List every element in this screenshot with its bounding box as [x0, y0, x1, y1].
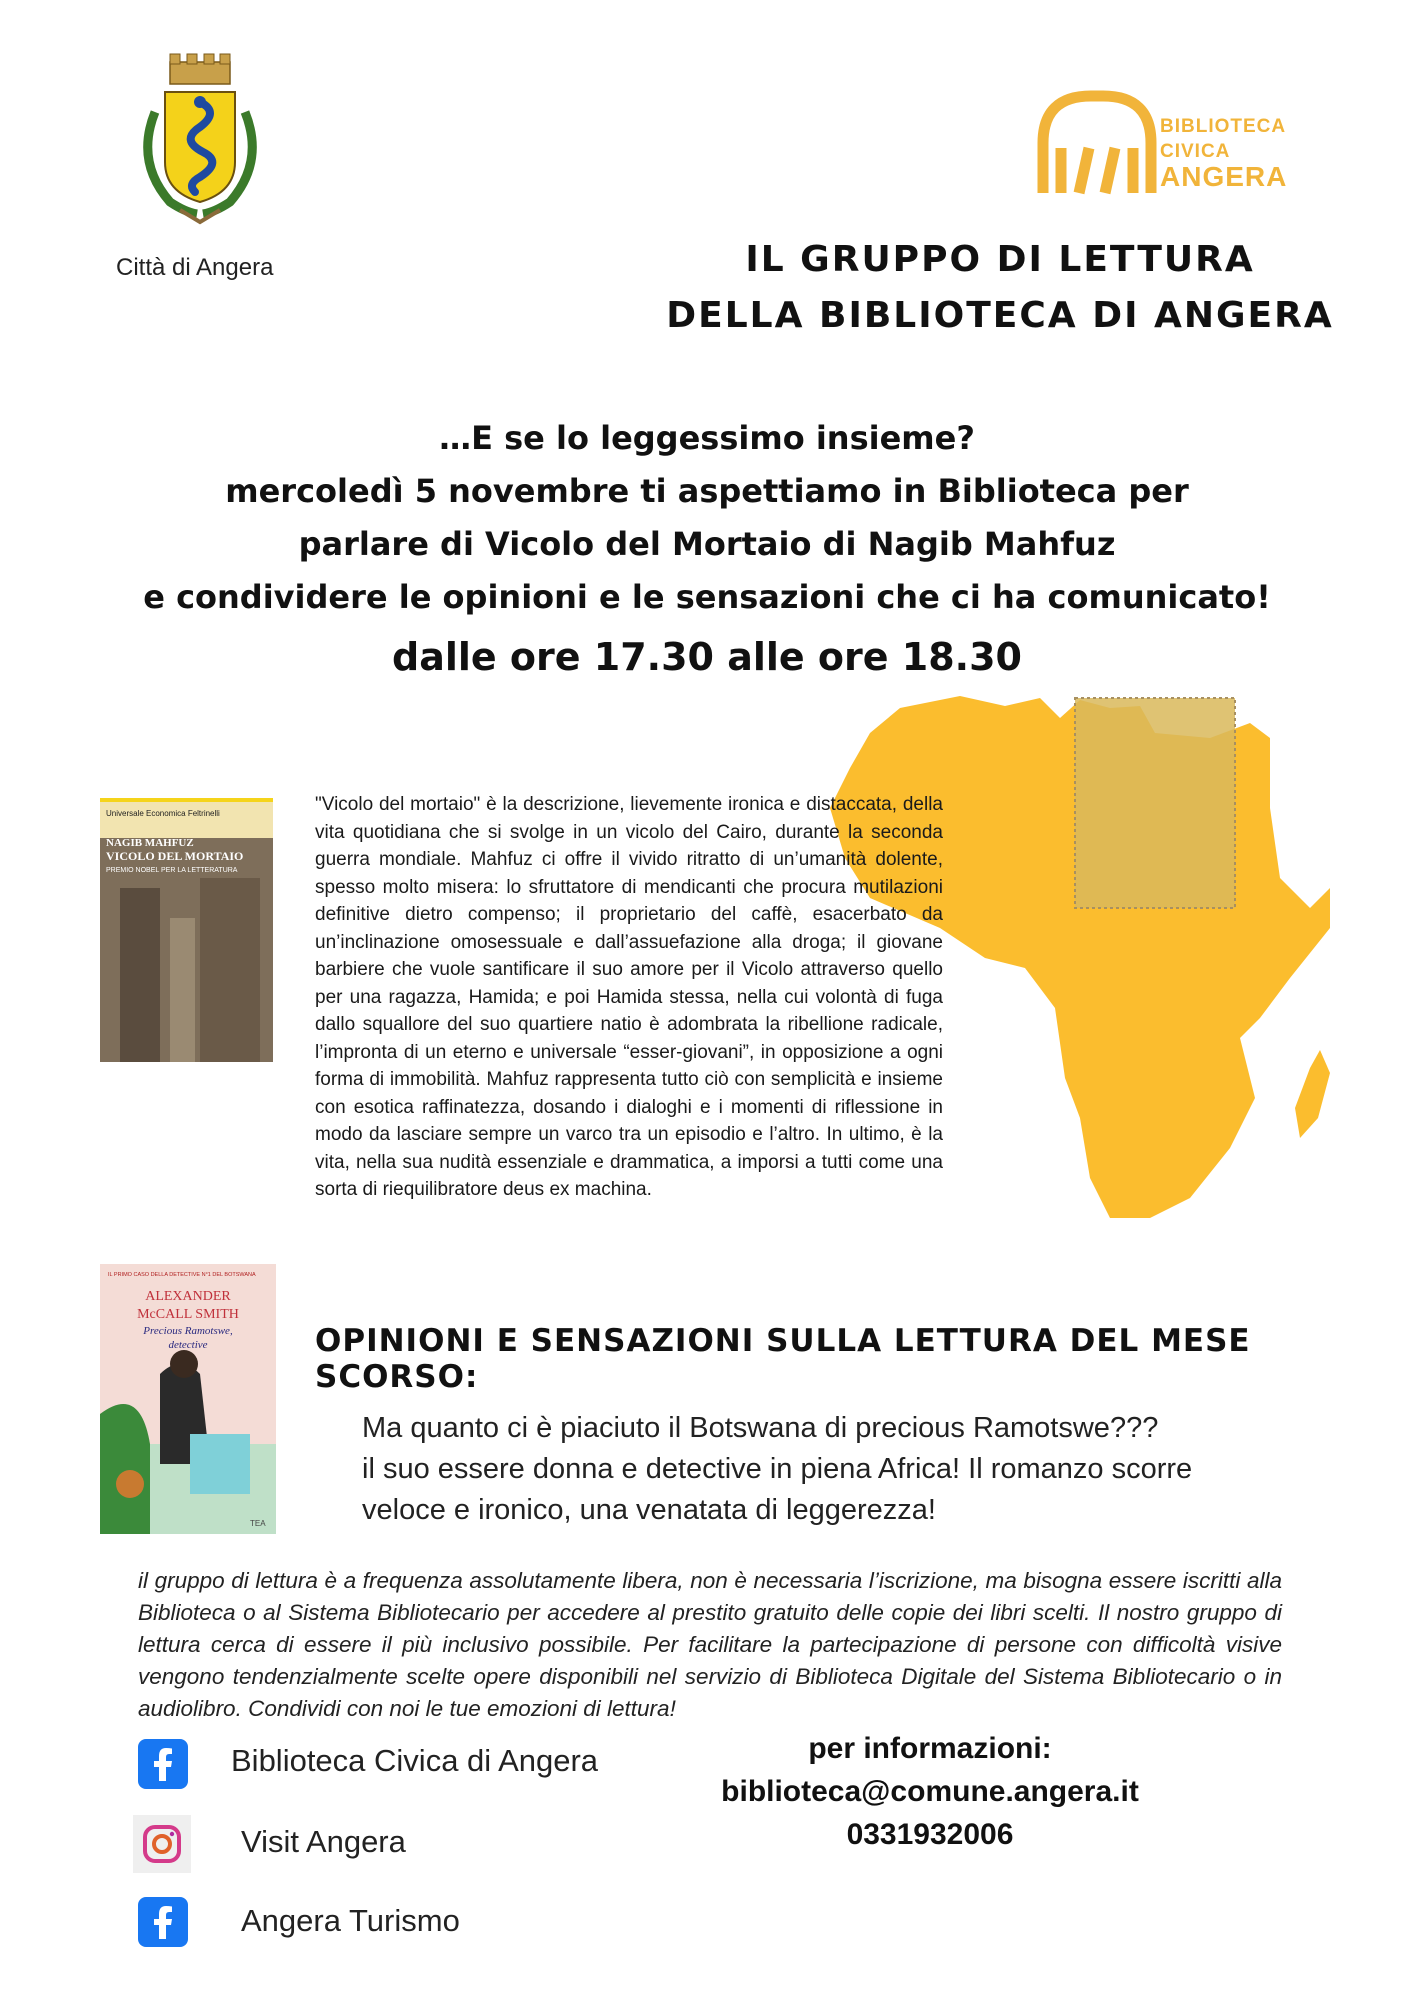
logo-line-civica: CIVICA — [1160, 141, 1231, 162]
opinion-title: OPINIONI E SENSAZIONI SULLA LETTURA DEL MESE SCORSO: — [315, 1323, 1251, 1395]
group-title-line2: DELLA BIBLIOTECA DI ANGERA — [666, 295, 1334, 336]
social-label-visit-angera[interactable]: Visit Angera — [241, 1824, 406, 1859]
opinion-text — [362, 1408, 1282, 1531]
opinion-line3: veloce e ironico, una venatata di leggerezza! — [362, 1494, 936, 1526]
invitation-line4: e condividere le opinioni e le sensazioni che ci ha comunicato! — [143, 578, 1271, 616]
book-description: "Vicolo del mortaio" è la descrizione, lievemente ironica e distaccata, della vita quotidiana che si svolge in un vicolo del Cairo, durante la seconda guerra mondiale. Mahfuz ci offre il vivido ritratto di un’umanità dolente, spesso molto misera: lo sfruttatore di mendicanti che procura mutilazioni definitive dietro compenso; il proprietario del caffè, esacerbato da un’inclinazione omosessuale e dall’assuefazione alla droga; il giovane barbiere che vuole santificare il suo amore per il Vicolo attraverso quello per una ragazza, Hamida; e poi Hamida stessa, nella cui volontà di fuga dallo squallore del suo quartiere natio è adombrata la ribellione radicale, l’impronta di un eterno e universale “esser-giovani”, in opposizione a ogni forma di immobilità. Mahfuz rappresenta tutto ciò con semplicità e insieme con esotica raffinatezza, dosando i dialoghi e i momenti di riflessione in modo da lasciare sempre un varco tra un episodio e l’altro. In ultimo, è la vita, nella sua nudità essenziale e drammatica, a imporsi a tutti come una sorta di riequilibratore deus ex machina. — [315, 794, 943, 1200]
cover1-author: NAGIB MAHFUZ — [106, 837, 194, 849]
facebook-icon[interactable] — [138, 1739, 188, 1789]
cover2-author-line1: ALEXANDER — [145, 1289, 231, 1304]
invitation-line2: mercoledì 5 novembre ti aspettiamo in Biblioteca per — [225, 472, 1189, 510]
library-logo-text — [1160, 114, 1288, 192]
event-time: dalle ore 17.30 alle ore 18.30 — [392, 635, 1022, 679]
cover2-publisher: TEA — [250, 1519, 266, 1528]
city-label: Città di Angera — [116, 254, 274, 281]
cover2-author-line2: McCALL SMITH — [137, 1307, 239, 1322]
invitation-block — [100, 412, 1314, 690]
social-label-angera-turismo[interactable]: Angera Turismo — [241, 1903, 460, 1938]
opinion-line2: il suo essere donna e detective in piena Africa! Il romanzo scorre — [362, 1453, 1193, 1485]
instagram-icon[interactable] — [133, 1815, 191, 1873]
info-heading: per informazioni: — [808, 1732, 1052, 1765]
cover2-title-line1: Precious Ramotswe, — [143, 1325, 233, 1337]
group-title — [640, 232, 1360, 344]
cover1-series: Universale Economica Feltrinelli — [106, 809, 220, 818]
logo-line-biblioteca: BIBLIOTECA — [1160, 116, 1287, 137]
group-title-line1: IL GRUPPO DI LETTURA — [745, 239, 1255, 280]
footnote: il gruppo di lettura è a frequenza assolutamente libera, non è necessaria l’iscrizione, ma bisogna essere iscritti alla Biblioteca o al Sistema Bibliotecario per accedere al prestito gratuito delle copie dei libri scelti. Il nostro gruppo di lettura cerca di essere il più inclusivo possibile. Per facilitare la partecipazione di persone con difficoltà visive vengono tendenzialmente scelte opere disponibili nel servizio di Biblioteca Digitale del Sistema Bibliotecario o in audiolibro. Condividi con noi le tue emozioni di lettura! — [138, 1568, 1282, 1721]
opinion-line1: Ma quanto ci è piaciuto il Botswana di precious Ramotswe??? — [362, 1412, 1159, 1444]
logo-line-angera: ANGERA — [1160, 161, 1288, 192]
invitation-line3: parlare di Vicolo del Mortaio di Nagib Mahfuz — [298, 525, 1116, 563]
invitation-line1: …E se lo leggessimo insieme? — [439, 419, 975, 457]
social-label-biblioteca[interactable]: Biblioteca Civica di Angera — [231, 1743, 599, 1778]
book-cover-precious-ramotswe — [100, 1264, 276, 1534]
cover2-title-line2: detective — [168, 1339, 208, 1351]
facebook-icon[interactable] — [138, 1897, 188, 1947]
cover2-top-note: IL PRIMO CASO DELLA DETECTIVE N°1 DEL BOTSWANA — [108, 1272, 256, 1278]
book-cover-vicolo-del-mortaio — [100, 798, 273, 1062]
city-coat-of-arms — [125, 52, 275, 232]
info-phone[interactable]: 0331932006 — [846, 1818, 1014, 1851]
cover1-note: PREMIO NOBEL PER LA LETTERATURA — [106, 867, 238, 874]
info-email[interactable]: biblioteca@comune.angera.it — [721, 1775, 1139, 1808]
contact-info — [690, 1727, 1170, 1856]
cover1-title: VICOLO DEL MORTAIO — [106, 849, 244, 863]
